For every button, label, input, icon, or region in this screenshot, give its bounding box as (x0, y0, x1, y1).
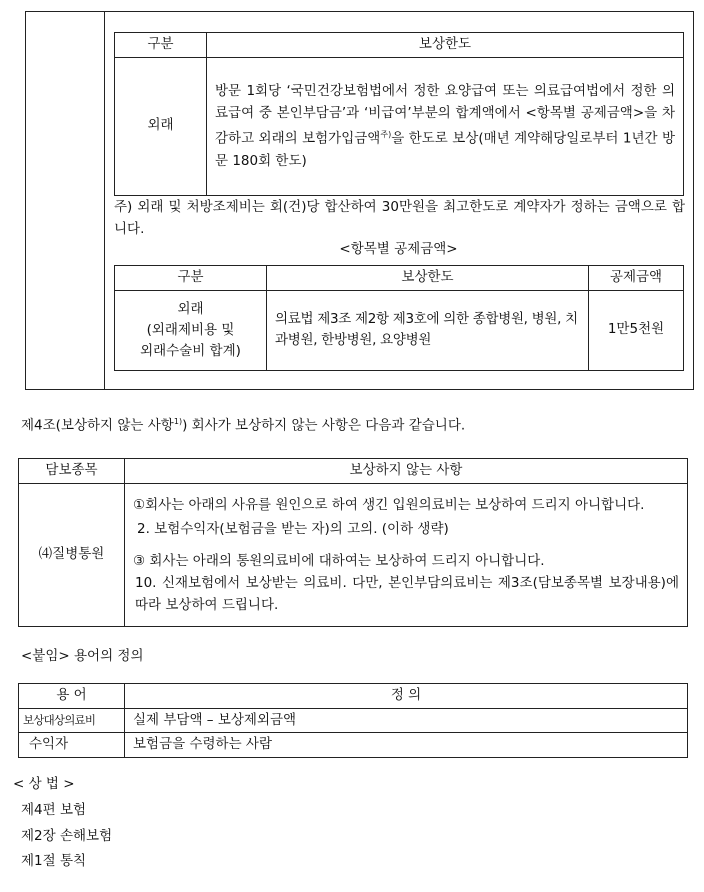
terms-table (18, 683, 688, 758)
exclusion-table (18, 458, 688, 627)
term-beneficiary: 수익자 (19, 733, 125, 758)
footnote-text: 주) 외래 및 처방조제비는 회(건)당 합산하여 30만원을 최고한도로 계약자가 정하는 금액으로 합니다. (114, 199, 685, 237)
law-part: 제4편 보험 (21, 802, 87, 818)
col-header-limit: 보상한도 (267, 266, 589, 291)
top-frame-divider (104, 11, 105, 390)
col-header-term: 용 어 (19, 684, 125, 709)
exclusion-line-3: ③ 회사는 아래의 통원의료비에 대하여는 보상하여 드리지 아니합니다. (133, 552, 545, 569)
law-title: < 상 법 > (13, 776, 75, 792)
coverage-limit-table (114, 32, 684, 196)
deduction-limit: 의료법 제3조 제2항 제3호에 의한 종합병원, 병원, 치과병원, 한방병원, 요양병원 (267, 290, 589, 370)
footnote-mark: 주) (380, 130, 392, 140)
definition-covered-medical-cost: 실제 부담액 – 보상제외금액 (125, 708, 688, 733)
term-covered-medical-cost: 보상대상의료비 (19, 708, 125, 733)
exclusion-line-2: 2. 보험수익자(보험금을 받는 자)의 고의. (이하 생략) (137, 520, 449, 537)
row-label-outpatient: 외래 (115, 57, 207, 195)
definition-beneficiary: 보험금을 수령하는 사람 (125, 733, 688, 758)
col-header-category: 구분 (115, 33, 207, 58)
exclusion-line-1: ①회사는 아래의 사유를 원인으로 하여 생긴 입원의료비는 보상하여 드리지 아니합니다. (133, 496, 645, 513)
law-section: 제1절 통칙 (21, 853, 87, 869)
exclusion-category: ⑷질병통원 (19, 483, 125, 626)
law-chapter: 제2장 손해보험 (21, 828, 113, 844)
exclusion-content (125, 483, 688, 626)
article-heading: 제4조(보상하지 않는 사항$^{1)}$) 회사가 보상하지 않는 사항은 다음과 같습니다. (21, 417, 466, 434)
deduction-amount: 1만5천원 (589, 290, 684, 370)
col-header-deduction: 공제금액 (589, 266, 684, 291)
col-header-category: 구분 (115, 266, 267, 291)
col-header-limit: 보상한도 (207, 33, 684, 58)
col-header-exclusions: 보상하지 않는 사항 (125, 459, 688, 484)
deduction-table-title: <항목별 공제금액> (339, 241, 458, 257)
deduction-category: 외래 (외래제비용 및 외래수술비 합계) (115, 290, 267, 370)
deduction-table (114, 265, 684, 371)
col-header-definition: 정 의 (125, 684, 688, 709)
col-header-coverage-type: 담보종목 (19, 459, 125, 484)
appendix-title: <붙임> 용어의 정의 (21, 648, 144, 664)
article-footnote-mark: 1) (173, 417, 183, 426)
exclusion-line-4: 10. 신재보험에서 보상받는 의료비. 다만, 본인부담의료비는 제3조(담보종목별 보장내용)에 따라 보상하여 드립니다. (135, 574, 679, 613)
outpatient-limit-text: 방문 1회당 ‘국민건강보험법에서 정한 요양급여 또는 의료급여법에서 정한 의료급여 중 본인부담금’과 ‘비급여’부분의 합계액에서 <항목별 공제금액>을 차감하고 외래의 보험가입금액$^{주)}$을 한도로 보상(매년 계약해당일로부터 1년간 방문 180회 한도) (207, 57, 684, 195)
